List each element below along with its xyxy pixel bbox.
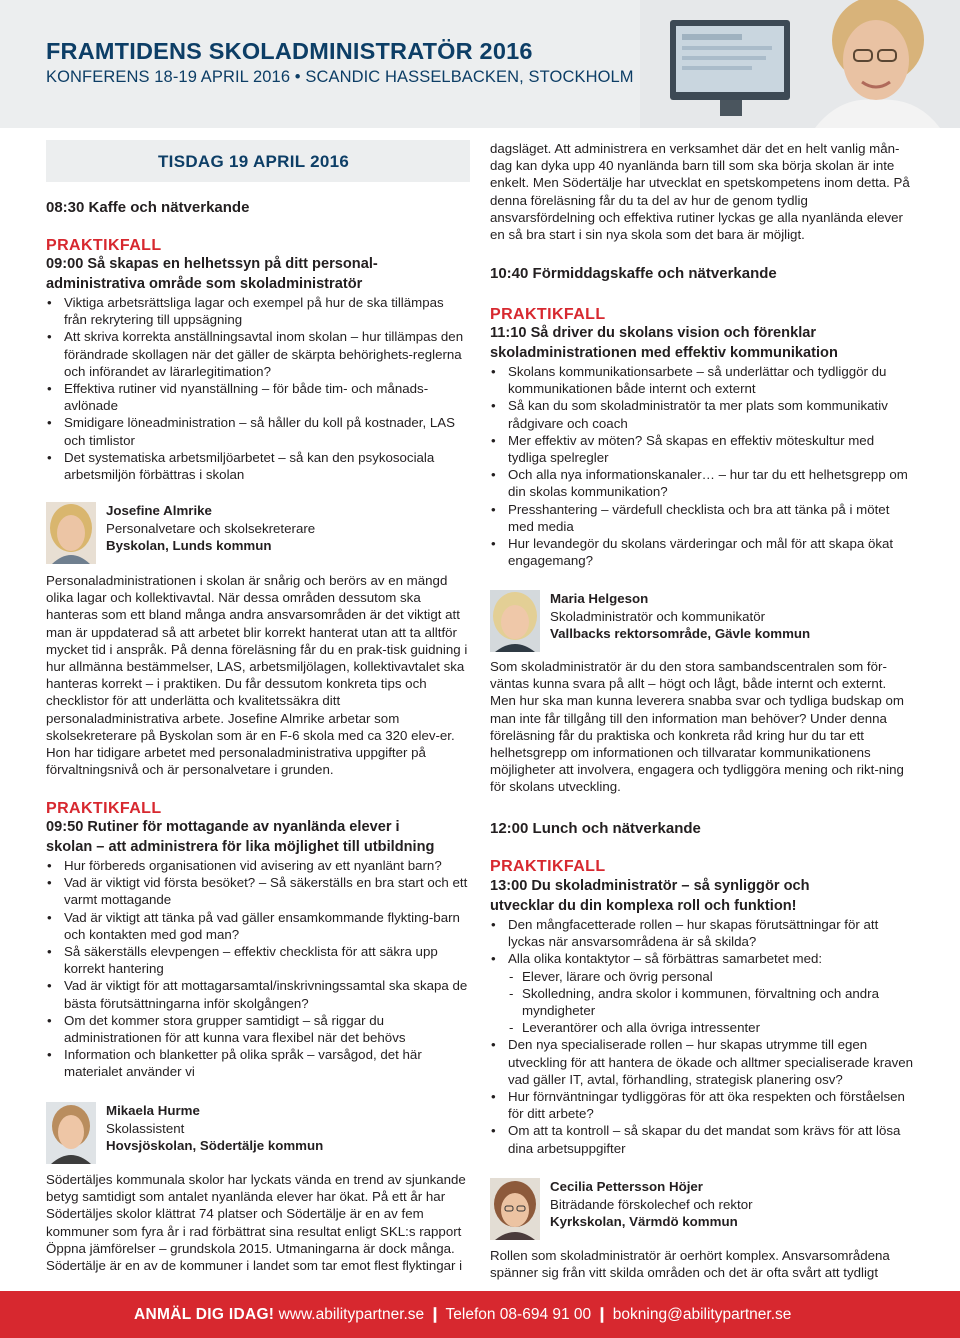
session1-bullets [46,294,470,483]
session3-bullet: • Skolans kommunikationsarbete – så underlättar och tydliggör du kommunikationen både internt och externt [490,363,914,397]
speaker-organization: Kyrkskolan, Värmdö kommun [550,1214,738,1229]
speaker-photo [490,590,540,652]
session2-bullet: • Om det kommer stora grupper samtidigt – så riggar du administrationen för att kunna vara flexibel när det behövs [46,1012,470,1046]
midmorning-coffee-heading: 10:40 Förmiddagskaffe och nätverkande [490,265,777,282]
session2-title-line2: skolan – att administrera för lika möjlighet till utbildning [46,838,435,855]
session4-bullets [490,916,914,1157]
speaker-name: Mikaela Hurme [106,1103,200,1118]
day-banner [46,140,470,182]
separator: ❙ [595,1306,609,1323]
speaker-role: Personalvetare och skolsekreterare [106,520,316,536]
session3-tag: PRAKTIKFALL [490,306,606,323]
session2-description-continued: dagsläget. Att administrera en verksamhet där det en helt vanlig mån-dag kan dyka upp 40 nyanlända barn till som ska börja skolan är inte enkelt. Men Södertälje har utvecklat en spetskompetens inom detta. På denna föreläsning får du ta del av hur de genom tydlig ansvarsfördelning och effektiva rutiner lyckas ge alla nyanlända elever en så bra start i sin nya skola som det bara är möjligt. [490,141,910,243]
speaker-photo [490,1178,540,1240]
conference-subtitle: KONFERENS 18-19 APRIL 2016 • SCANDIC HASSELBACKEN, STOCKHOLM [46,68,634,86]
speaker-role: Skolassistent [106,1120,185,1136]
contact-subitem: - Leverantörer och alla övriga intressenter [508,1019,914,1036]
session3-title-line1: 11:10 Så driver du skolans vision och förenklar [490,325,817,341]
session3-bullets [490,363,914,569]
session2-bullets [46,857,470,1081]
registration-footer [0,1291,960,1338]
session2-bullet: • Så säkerställs elevpengen – effektiv checklista för att säkra upp korrekt hantering [46,943,470,977]
phone-number: Telefon 08-694 91 00 [445,1306,592,1323]
session3-title [490,324,914,363]
speaker-role: Biträdande förskolechef och rektor [550,1196,753,1212]
speaker-card [490,590,914,654]
session1-tag: PRAKTIKFALL [46,237,162,254]
day-label: TISDAG 19 APRIL 2016 [158,152,350,171]
speaker-card [46,502,470,566]
session2-bullet: • Information och blanketter på olika språk – varsågod, det här materialet använder vi [46,1046,470,1080]
session3-bullet: • Hur levandegör du skolans värderingar och mål för att skapa ökat engagemang? [490,535,914,569]
speaker-photo [46,1102,96,1164]
session4-title-line1: 13:00 Du skoladministratör – så synliggör och [490,878,810,894]
session3-title-line2: skoladministrationen med effektiv kommunikation [490,344,838,361]
session2-title-line1: 09:50 Rutiner för mottagande av nyanlända elever i [46,819,400,835]
speaker-organization: Byskolan, Lunds kommun [106,538,272,553]
conference-header [0,0,960,128]
session3-bullet: • Och alla nya informationskanaler… – hur tar du ett helhetsgrepp om din skolas kommunikation? [490,466,914,500]
session3-bullet: • Mer effektiv av möten? Så skapas en effektiv möteskultur med tydliga spelregler [490,432,914,466]
contact-subitem: - Elever, lärare och övrig personal [508,968,914,985]
session1-bullet: • Smidigare löneadministration – så håller du koll på kostnader, LAS och timlistor [46,414,470,448]
speaker-organization: Vallbacks rektorsområde, Gävle kommun [550,626,811,641]
session1-bullet: • Att skriva korrekta anställningsavtal inom skolan – hur tillämpas den förändrade skollagen när det gäller de skärpta behörighets-reglerna och införandet av lärarlegitimation? [46,328,470,380]
session4-bullet [490,950,914,1036]
session2-bullet: • Vad är viktigt vid första besöket? – Så säkerställs en bra start och ett varmt mottagande [46,874,470,908]
session2-tag: PRAKTIKFALL [46,800,162,817]
lunch-heading: 12:00 Lunch och nätverkande [490,820,701,837]
session2-title [46,818,470,857]
session3-bullet: • Så kan du som skoladministratör ta mer plats som kommunikativ rådgivare och coach [490,397,914,431]
speaker-organization: Hovsjöskolan, Södertälje kommun [106,1138,324,1153]
session1-bullet: • Det systematiska arbetsmiljöarbetet – så kan den psykosociala arbetsmiljön förbättras i skolan [46,449,470,483]
conference-title: FRAMTIDENS SKOLADMINISTRATÖR 2016 [46,38,533,64]
contact-sublist [508,968,914,1037]
speaker-role: Skoladministratör och kommunikatör [550,608,766,624]
coffee-heading: 08:30 Kaffe och nätverkande [46,199,250,216]
speaker-photo [46,502,96,564]
session2-bullet: • Hur förbereds organisationen vid avisering av ett nyanlänt barn? [46,857,470,874]
session2-bullet: • Vad är viktigt att tänka på vad gäller ensamkommande flykting-barn och kontakten med god man? [46,909,470,943]
separator: ❙ [428,1306,442,1323]
email-link[interactable]: bokning@abilitypartner.se [612,1306,792,1323]
speaker-name: Maria Helgeson [550,591,649,606]
session4-bullet: • Om att ta kontroll – så skapar du det mandat som krävs för att lösa dina arbetsuppgifter [490,1122,914,1156]
register-cta: ANMÄL DIG IDAG! [134,1306,275,1323]
session3-bullet: • Presshantering – värdefull checklista och bra att tänka på i mötet med media [490,501,914,535]
speaker-name: Josefine Almrike [106,503,212,518]
session2-bullet: • Vad är viktigt för att mottagarsamtal/inskrivningssamtal ska skapa de bästa förutsättningarna inför skolgången? [46,977,470,1011]
header-photo [640,0,960,128]
session4-tag: PRAKTIKFALL [490,858,606,875]
website-link[interactable]: www.abilitypartner.se [278,1306,425,1323]
session1-title-line2: administrativa område som skoladministratör [46,275,363,292]
speaker-card [490,1178,914,1242]
session3-description: Som skoladministratör är du den stora sambandscentralen som för-väntas kunna svara på allt – högt och lågt, både internt och externt. Men hur ska man kunna leverera snabba svar och tydliga budskap om man inte får tillgång till den information man behöver? Under denna föreläsning får du praktiska och konkreta råd kring hur du tar ett helhetsgrepp om informationen och tillvaratar kommunikationens möjligheter att involvera, engagera och tydliggöra mening och rikt-ning för skolans utveckling. [490,659,904,795]
session1-title [46,255,470,294]
session4-title [490,877,914,916]
session4-description: Rollen som skoladministratör är oerhört komplex. Ansvarsområdena spänner sig från vitt skilda områden och det är ofta svårt att tydligt [490,1248,890,1281]
session1-title-line1: 09:00 Så skapas en helhetssyn på ditt personal- [46,256,378,272]
session1-description: Personaladministrationen i skolan är snårig och berörs av en mängd olika lagar och kollektivavtal. När dessa områden dessutom ska hanteras som ett bland många andra ansvarsområden är det viktigt att man är uppdaterad så att arbetet blir korrekt hanterat utan att ta alltför mycket tid i anspråk. På denna föreläsning får du en prak-tisk guidning i hur allmänna bestämmelser, LAS, arbetsmiljölagen, kollektivavtalet ska hanteras korrekt – i praktiken. Du får dessutom konkreta tips och checklistor för att underlätta och kvalitetssäkra ditt personaladministrativa arbete. Josefine Almrike arbetar som skolsekreterare på Byskolan som är en F-6 skola med ca 320 elev-er. Hon har tidigare arbetet med personaladministrativa uppgifter på förvaltningsnivå och är personalvetare i grunden. [46,573,468,778]
session4-bullet: • Den mångfacetterade rollen – hur skapas förutsättningar för att lyckas när ansvarsområdena är så skilda? [490,916,914,950]
session4-title-line2: utvecklar du din komplexa roll och funktion! [490,897,797,914]
contact-subitem: - Skolledning, andra skolor i kommunen, förvaltning och andra myndigheter [508,985,914,1019]
session2-description: Södertäljes kommunala skolor har lyckats vända en trend av sjunkande betyg samtidigt som antalet nyanlända elever har ökat. På ett år har Södertäljes skolor klättrat 74 platser och Södertälje är en av fem kommuner som fyra år i rad förbättrat sina resultat enligt SKL:s rapport Öppna jämförelser – grundskola 2015. Utmaningarna är dock många. Södertälje är en av de kommuner i landet som tar emot flest flyktingar i [46,1172,466,1274]
speaker-name: Cecilia Pettersson Höjer [550,1179,703,1194]
speaker-card [46,1102,470,1166]
session4-bullet: • Den nya specialiserade rollen – hur skapas utrymme till egen utveckling för att hantera de ökade och alltmer specialiserade kraven vad gäller IT, avtal, förhandling, strategisk planering osv? [490,1036,914,1088]
session1-bullet: • Viktiga arbetsrättsliga lagar och exempel på hur de ska tillämpas från rekrytering till uppsägning [46,294,470,328]
session4-bullet-text: Alla olika kontaktytor – så förbättras samarbetet med: [508,951,823,967]
session1-bullet: • Effektiva rutiner vid nyanställning – för både tim- och månads-avlönade [46,380,470,414]
session4-bullet: • Hur förnväntningar tydliggöras för att öka respekten och förståelsen för ditt arbete? [490,1088,914,1122]
